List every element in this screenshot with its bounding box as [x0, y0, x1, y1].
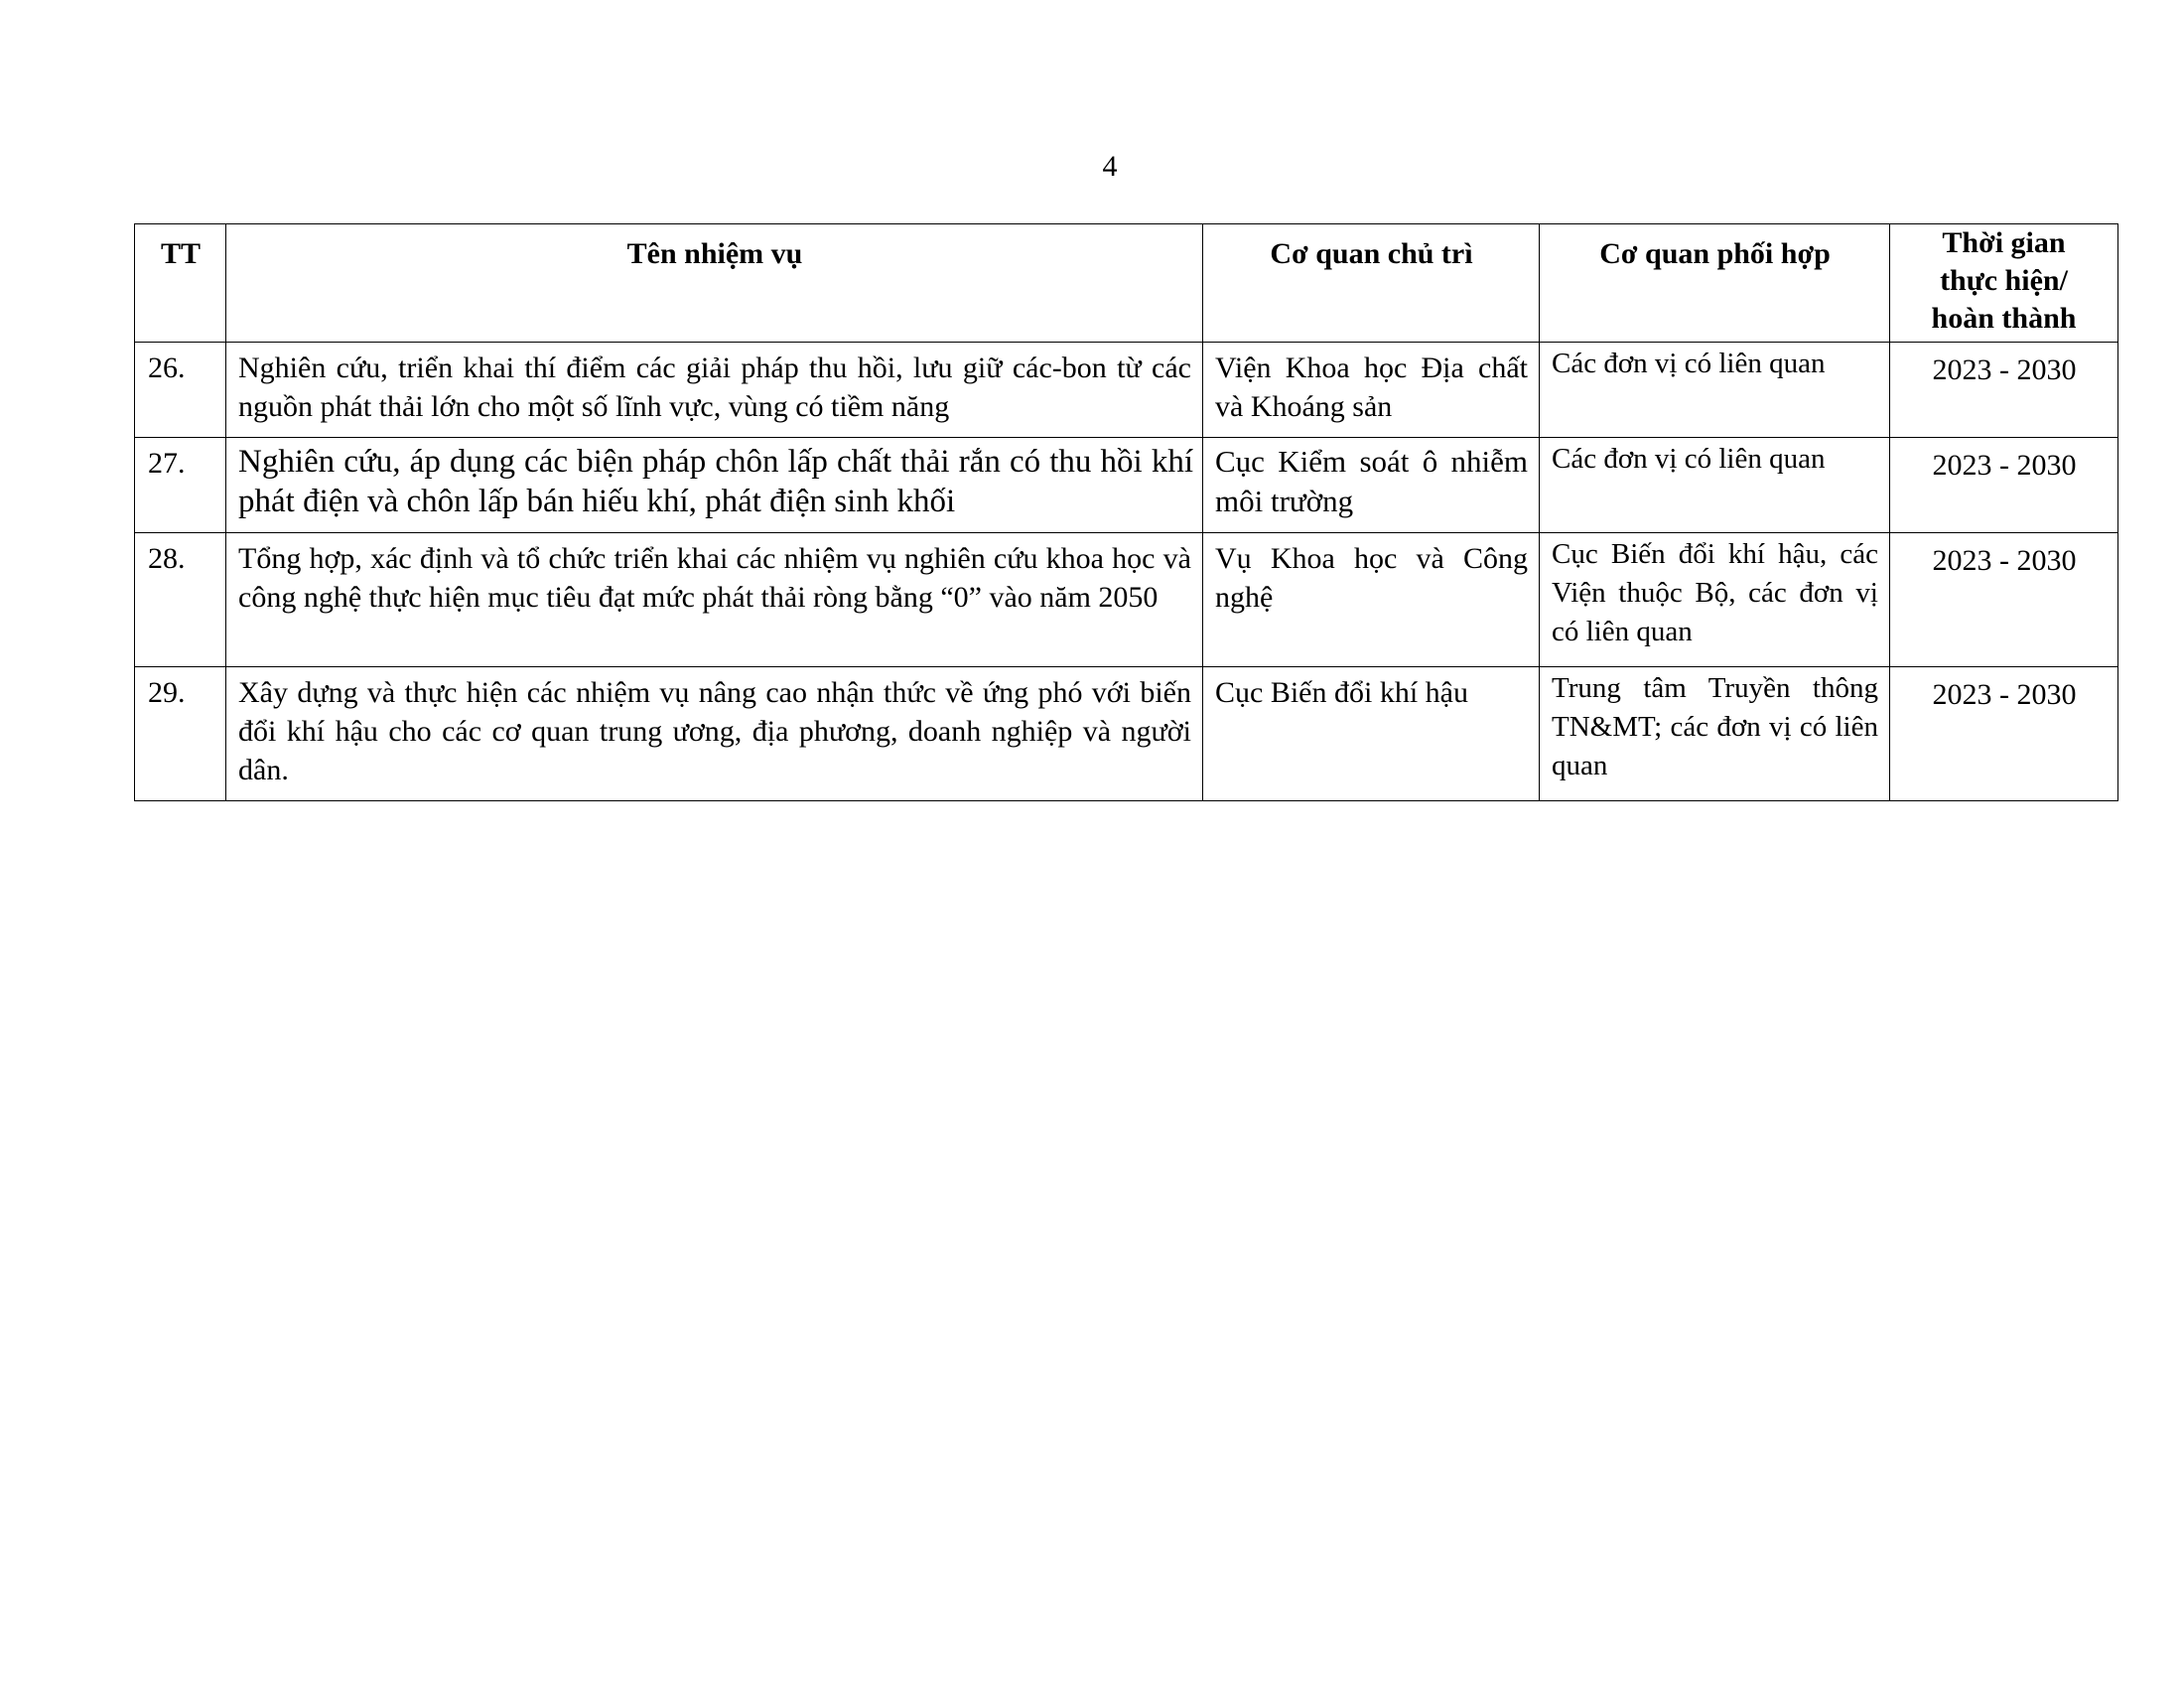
header-timeline	[1890, 224, 2118, 343]
lead-agency: Cục Biến đổi khí hậu	[1203, 667, 1540, 801]
row-number: 29.	[135, 667, 226, 801]
lead-agency: Vụ Khoa học và Công nghệ	[1203, 533, 1540, 667]
page-number: 4	[1102, 150, 1118, 183]
task-name: Nghiên cứu, triển khai thí điểm các giải pháp thu hồi, lưu giữ các-bon từ các nguồn phát thải lớn cho một số lĩnh vực, vùng có tiềm năng	[226, 343, 1203, 438]
task-table	[134, 223, 2118, 801]
header-task-name: Tên nhiệm vụ	[226, 224, 1203, 343]
header-timeline-line-2: thực hiện/	[1940, 264, 2068, 297]
row-number: 27.	[135, 438, 226, 533]
table-row	[135, 438, 2118, 533]
task-name: Tổng hợp, xác định và tổ chức triển khai các nhiệm vụ nghiên cứu khoa học và công nghệ thực hiện mục tiêu đạt mức phát thải ròng bằng “0” vào năm 2050	[226, 533, 1203, 667]
lead-agency: Cục Kiểm soát ô nhiễm môi trường	[1203, 438, 1540, 533]
timeline: 2023 - 2030	[1890, 667, 2118, 801]
header-coordinating-agency: Cơ quan phối hợp	[1540, 224, 1890, 343]
header-timeline-line-3: hoàn thành	[1931, 302, 2077, 335]
header-tt: TT	[135, 224, 226, 343]
table-row	[135, 343, 2118, 438]
header-timeline-line-1: Thời gian	[1942, 226, 2066, 259]
table-header-row	[135, 224, 2118, 343]
coordinating-agency: Các đơn vị có liên quan	[1540, 438, 1890, 533]
timeline: 2023 - 2030	[1890, 343, 2118, 438]
table-row	[135, 667, 2118, 801]
timeline: 2023 - 2030	[1890, 533, 2118, 667]
coordinating-agency: Cục Biến đổi khí hậu, các Viện thuộc Bộ, các đơn vị có liên quan	[1540, 533, 1890, 667]
task-name: Xây dựng và thực hiện các nhiệm vụ nâng cao nhận thức về ứng phó với biến đổi khí hậu cho các cơ quan trung ương, địa phương, doanh nghiệp và người dân.	[226, 667, 1203, 801]
task-name: Nghiên cứu, áp dụng các biện pháp chôn lấp chất thải rắn có thu hồi khí phát điện và chôn lấp bán hiếu khí, phát điện sinh khối	[226, 438, 1203, 533]
coordinating-agency: Trung tâm Truyền thông TN&MT; các đơn vị có liên quan	[1540, 667, 1890, 801]
coordinating-agency: Các đơn vị có liên quan	[1540, 343, 1890, 438]
row-number: 28.	[135, 533, 226, 667]
timeline: 2023 - 2030	[1890, 438, 2118, 533]
header-lead-agency: Cơ quan chủ trì	[1203, 224, 1540, 343]
lead-agency: Viện Khoa học Địa chất và Khoáng sản	[1203, 343, 1540, 438]
table-row	[135, 533, 2118, 667]
row-number: 26.	[135, 343, 226, 438]
